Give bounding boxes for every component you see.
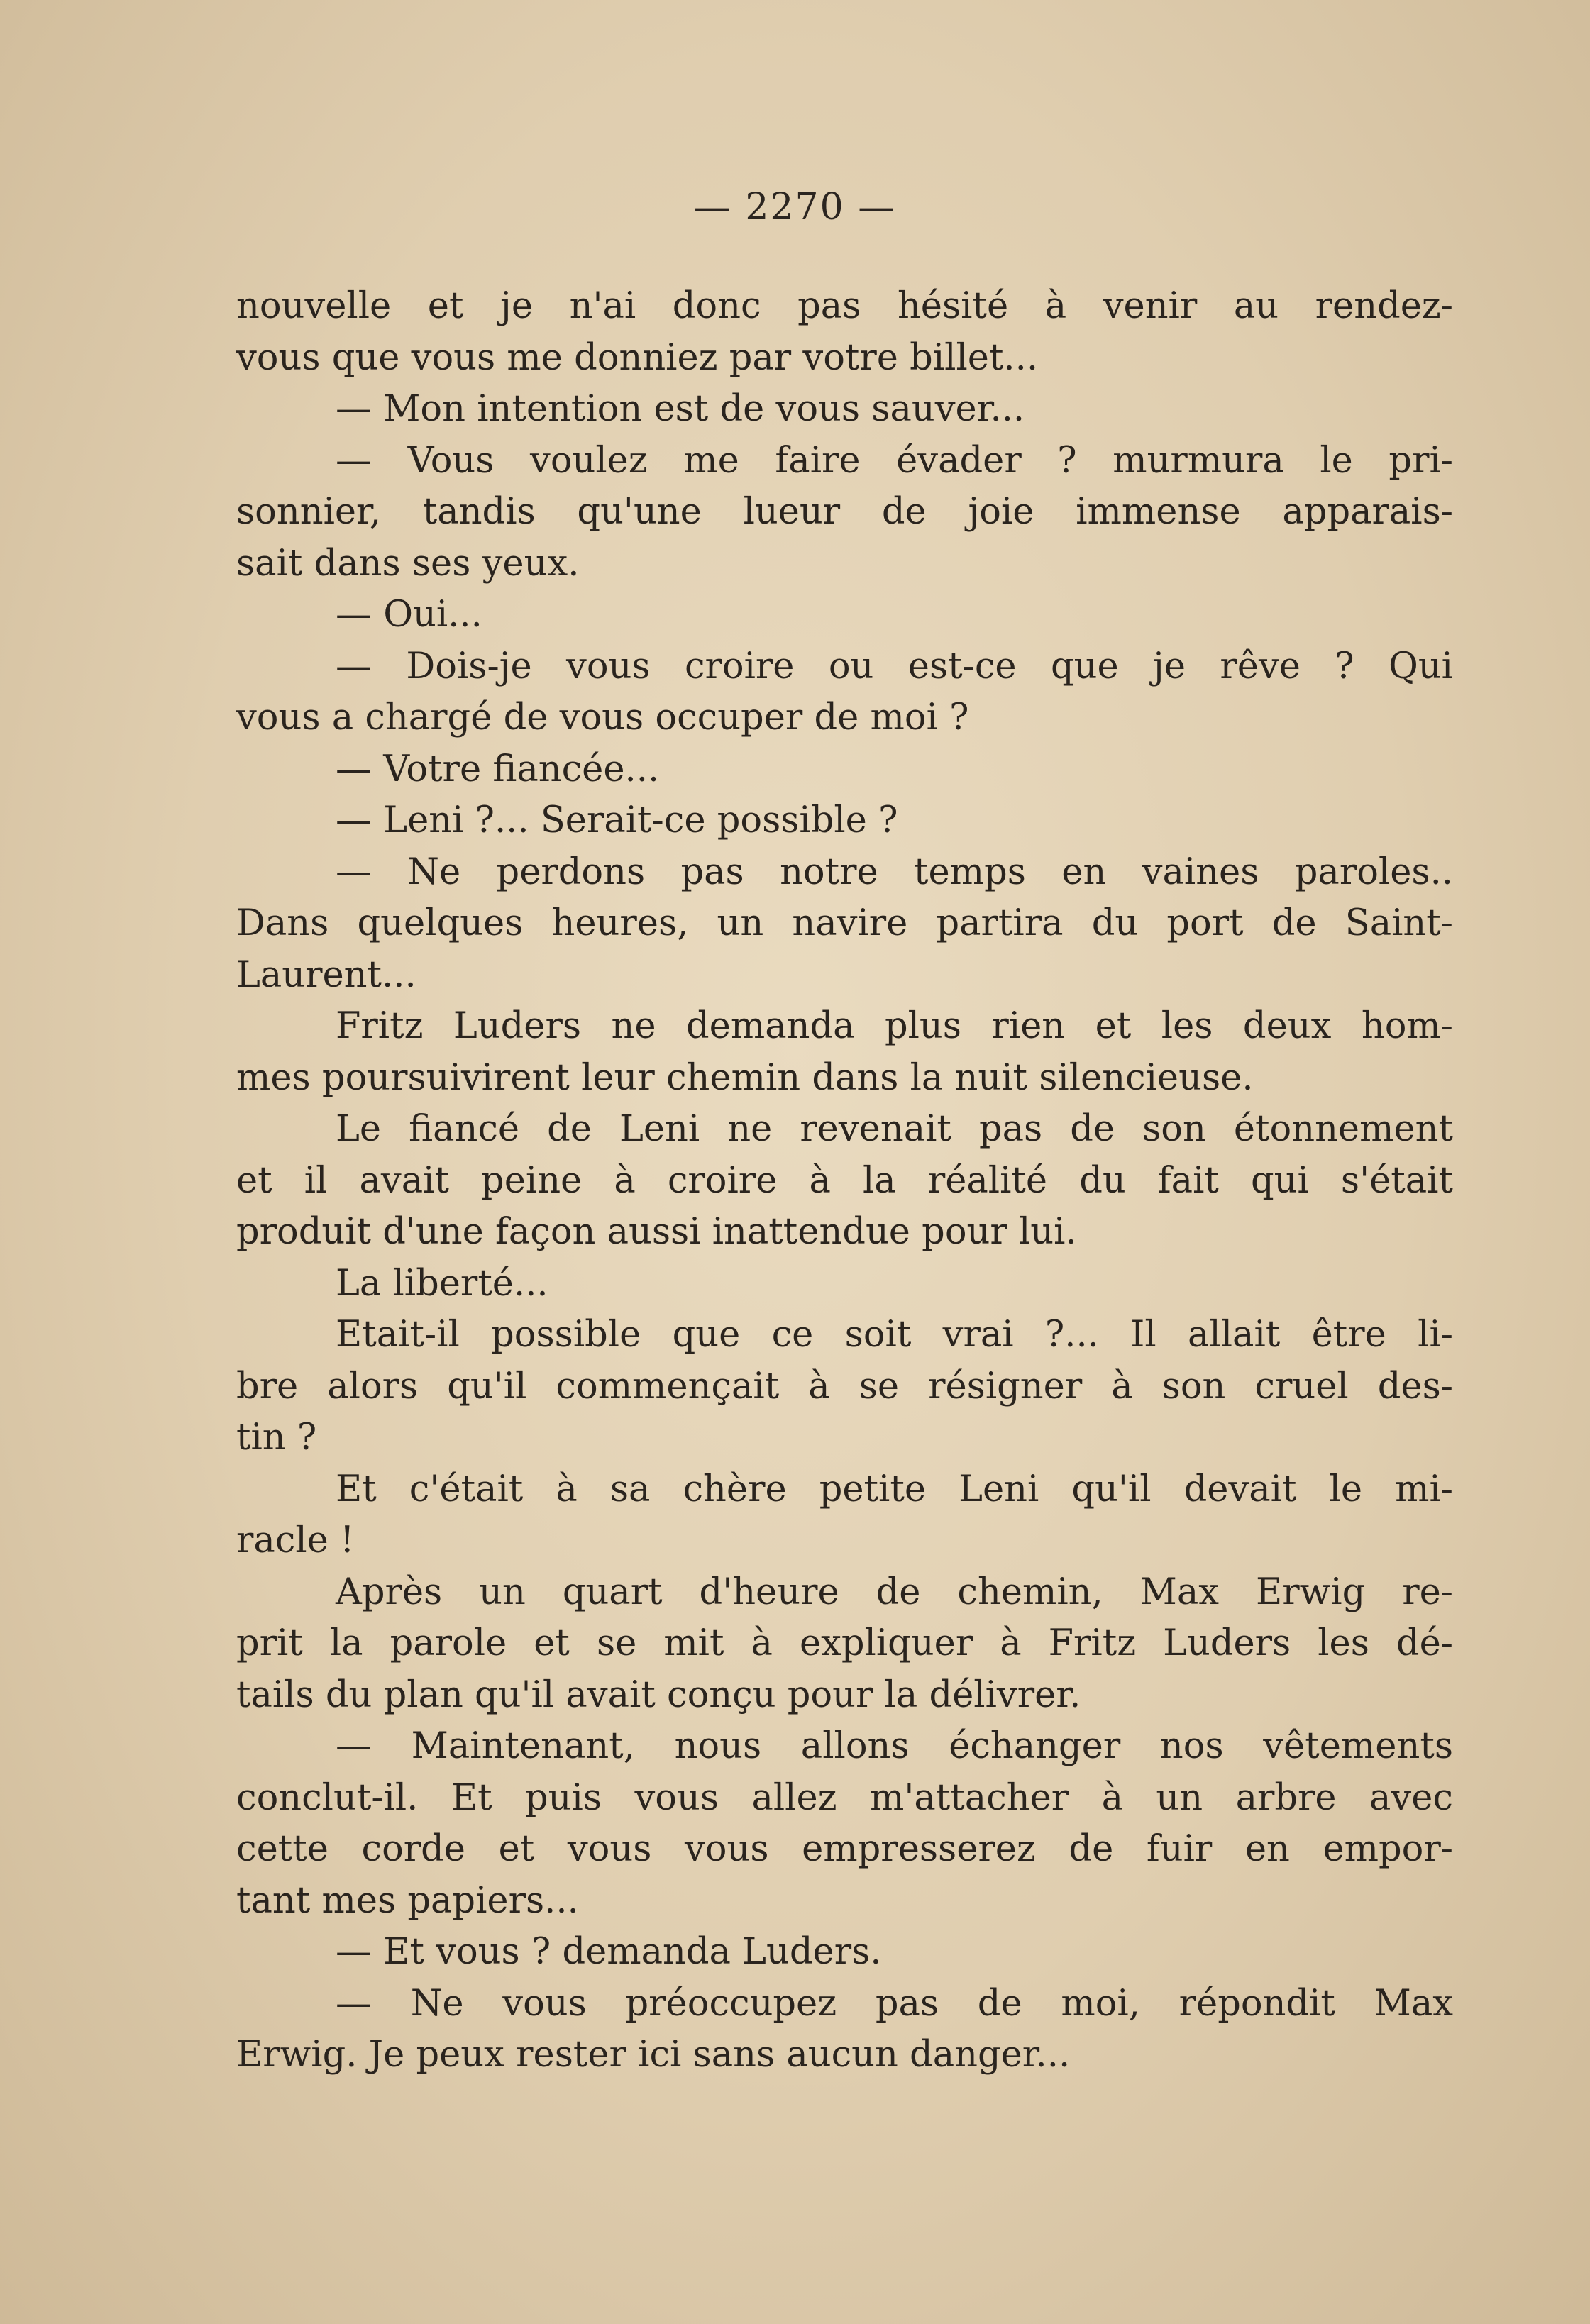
text-line: Erwig. Je peux rester ici sans aucun danger... — [236, 2034, 1071, 2076]
text-line: tails du plan qu'il avait conçu pour la délivrer. — [236, 1673, 1081, 1716]
text-line: conclut-il. Et puis vous allez m'attacher à un arbre avec — [236, 1776, 1453, 1819]
text-line: Et c'était à sa chère petite Leni qu'il devait le mi- — [336, 1468, 1453, 1510]
text-line: Etait-il possible que ce soit vrai ?... Il allait être li- — [336, 1314, 1453, 1356]
text-line: racle ! — [236, 1520, 355, 1561]
text-line: — Vous voulez me faire évader ? murmura le pri- — [336, 439, 1453, 482]
text-line: — Dois-je vous croire ou est-ce que je rêve ? Qui — [336, 645, 1453, 687]
text-line: et il avait peine à croire à la réalité du fait qui s'était — [236, 1159, 1453, 1202]
text-line: — Leni ?... Serait-ce possible ? — [336, 799, 898, 841]
text-line: — Votre fiancée... — [336, 748, 660, 790]
text-line: sonnier, tandis qu'une lueur de joie immense apparais- — [236, 491, 1453, 533]
text-line: sait dans ses yeux. — [236, 542, 580, 585]
text-line: Le fiancé de Leni ne revenait pas de son étonnement — [336, 1108, 1453, 1150]
text-line: Laurent... — [236, 953, 416, 996]
text-line: — Oui... — [336, 594, 482, 636]
text-line: nouvelle et je n'ai donc pas hésité à venir au rendez- — [236, 285, 1453, 327]
text-line: Dans quelques heures, un navire partira du port de Saint- — [236, 902, 1453, 944]
body-text — [236, 281, 1453, 2081]
text-line: — Ne perdons pas notre temps en vaines paroles.. — [336, 851, 1453, 893]
text-line: — Ne vous préoccupez pas de moi, répondit Max — [336, 1982, 1453, 2025]
text-line: produit d'une façon aussi inattendue pour lui. — [236, 1211, 1077, 1253]
text-line: tin ? — [236, 1417, 317, 1459]
text-line: — Maintenant, nous allons échanger nos vêtements — [336, 1725, 1453, 1767]
text-line: — Mon intention est de vous sauver... — [336, 388, 1025, 430]
text-line: mes poursuivirent leur chemin dans la nuit silencieuse. — [236, 1056, 1254, 1099]
text-line: — Et vous ? demanda Luders. — [336, 1931, 882, 1973]
text-line: Fritz Luders ne demanda plus rien et les deux hom- — [336, 1005, 1453, 1047]
text-line: vous a chargé de vous occuper de moi ? — [236, 697, 969, 738]
text-line: cette corde et vous vous empresserez de fuir en empor- — [236, 1828, 1453, 1870]
text-line: prit la parole et se mit à expliquer à Fritz Luders les dé- — [236, 1622, 1453, 1664]
text-line: tant mes papiers... — [236, 1879, 579, 1922]
page-number: — 2270 — — [693, 186, 897, 228]
text-line: bre alors qu'il commençait à se résigner à son cruel des- — [236, 1365, 1453, 1407]
text-line: vous que vous me donniez par votre billet... — [236, 336, 1039, 379]
text-line: La liberté... — [336, 1262, 548, 1305]
text-line: Après un quart d'heure de chemin, Max Erwig re- — [336, 1571, 1453, 1613]
